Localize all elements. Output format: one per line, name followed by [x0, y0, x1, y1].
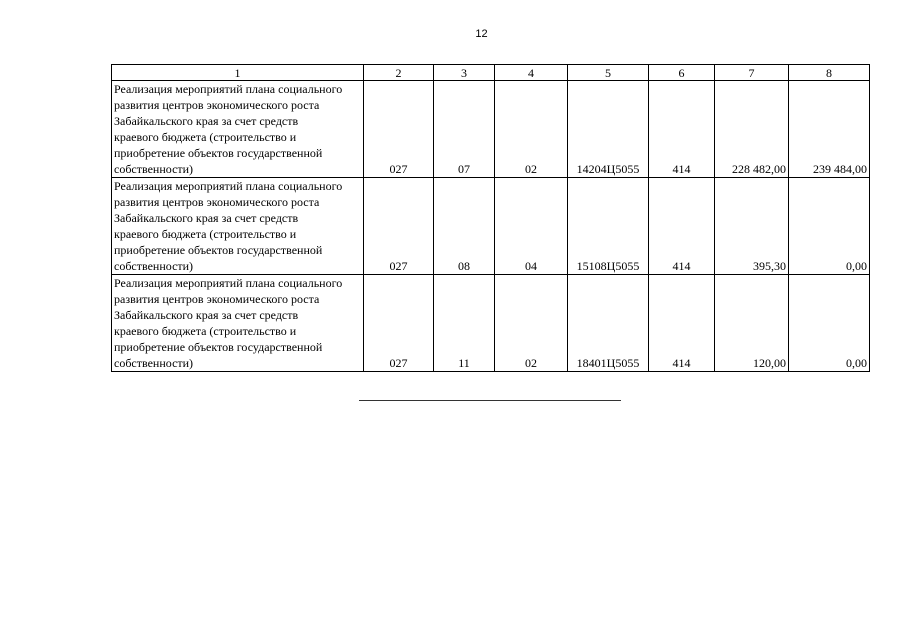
cell-subsection: 04 [495, 178, 568, 275]
cell-ministry-code: 027 [364, 81, 434, 178]
table-header-row [112, 65, 870, 81]
cell-target-article: 18401Ц5055 [568, 275, 649, 372]
cell-expense-type: 414 [649, 178, 715, 275]
header-cell: 4 [495, 65, 568, 81]
header-cell: 3 [434, 65, 495, 81]
cell-target-article: 14204Ц5055 [568, 81, 649, 178]
header-cell: 7 [715, 65, 789, 81]
table-row [112, 275, 870, 372]
cell-section: 07 [434, 81, 495, 178]
header-cell: 2 [364, 65, 434, 81]
header-cell: 8 [789, 65, 870, 81]
cell-amount-year-2: 0,00 [789, 178, 870, 275]
budget-table [111, 64, 870, 372]
cell-subsection: 02 [495, 275, 568, 372]
table-row [112, 178, 870, 275]
cell-subsection: 02 [495, 81, 568, 178]
header-cell: 6 [649, 65, 715, 81]
page-number: 12 [475, 28, 488, 40]
cell-section: 08 [434, 178, 495, 275]
cell-amount-year-2: 239 484,00 [789, 81, 870, 178]
cell-amount-year-1: 228 482,00 [715, 81, 789, 178]
cell-expense-type: 414 [649, 275, 715, 372]
row-description: Реализация мероприятий плана социального развития центров экономического роста Забайкальского края за счет средств краевого бюджета (строительство и приобретение объектов государственной собственности) [112, 178, 364, 275]
table-row [112, 81, 870, 178]
cell-ministry-code: 027 [364, 275, 434, 372]
cell-section: 11 [434, 275, 495, 372]
row-description: Реализация мероприятий плана социального развития центров экономического роста Забайкальского края за счет средств краевого бюджета (строительство и приобретение объектов государственной собственности) [112, 81, 364, 178]
end-separator-line [359, 400, 621, 401]
cell-target-article: 15108Ц5055 [568, 178, 649, 275]
cell-expense-type: 414 [649, 81, 715, 178]
cell-amount-year-1: 120,00 [715, 275, 789, 372]
header-cell: 5 [568, 65, 649, 81]
header-cell: 1 [112, 65, 364, 81]
row-description: Реализация мероприятий плана социального развития центров экономического роста Забайкальского края за счет средств краевого бюджета (строительство и приобретение объектов государственной собственности) [112, 275, 364, 372]
cell-amount-year-1: 395,30 [715, 178, 789, 275]
cell-ministry-code: 027 [364, 178, 434, 275]
cell-amount-year-2: 0,00 [789, 275, 870, 372]
